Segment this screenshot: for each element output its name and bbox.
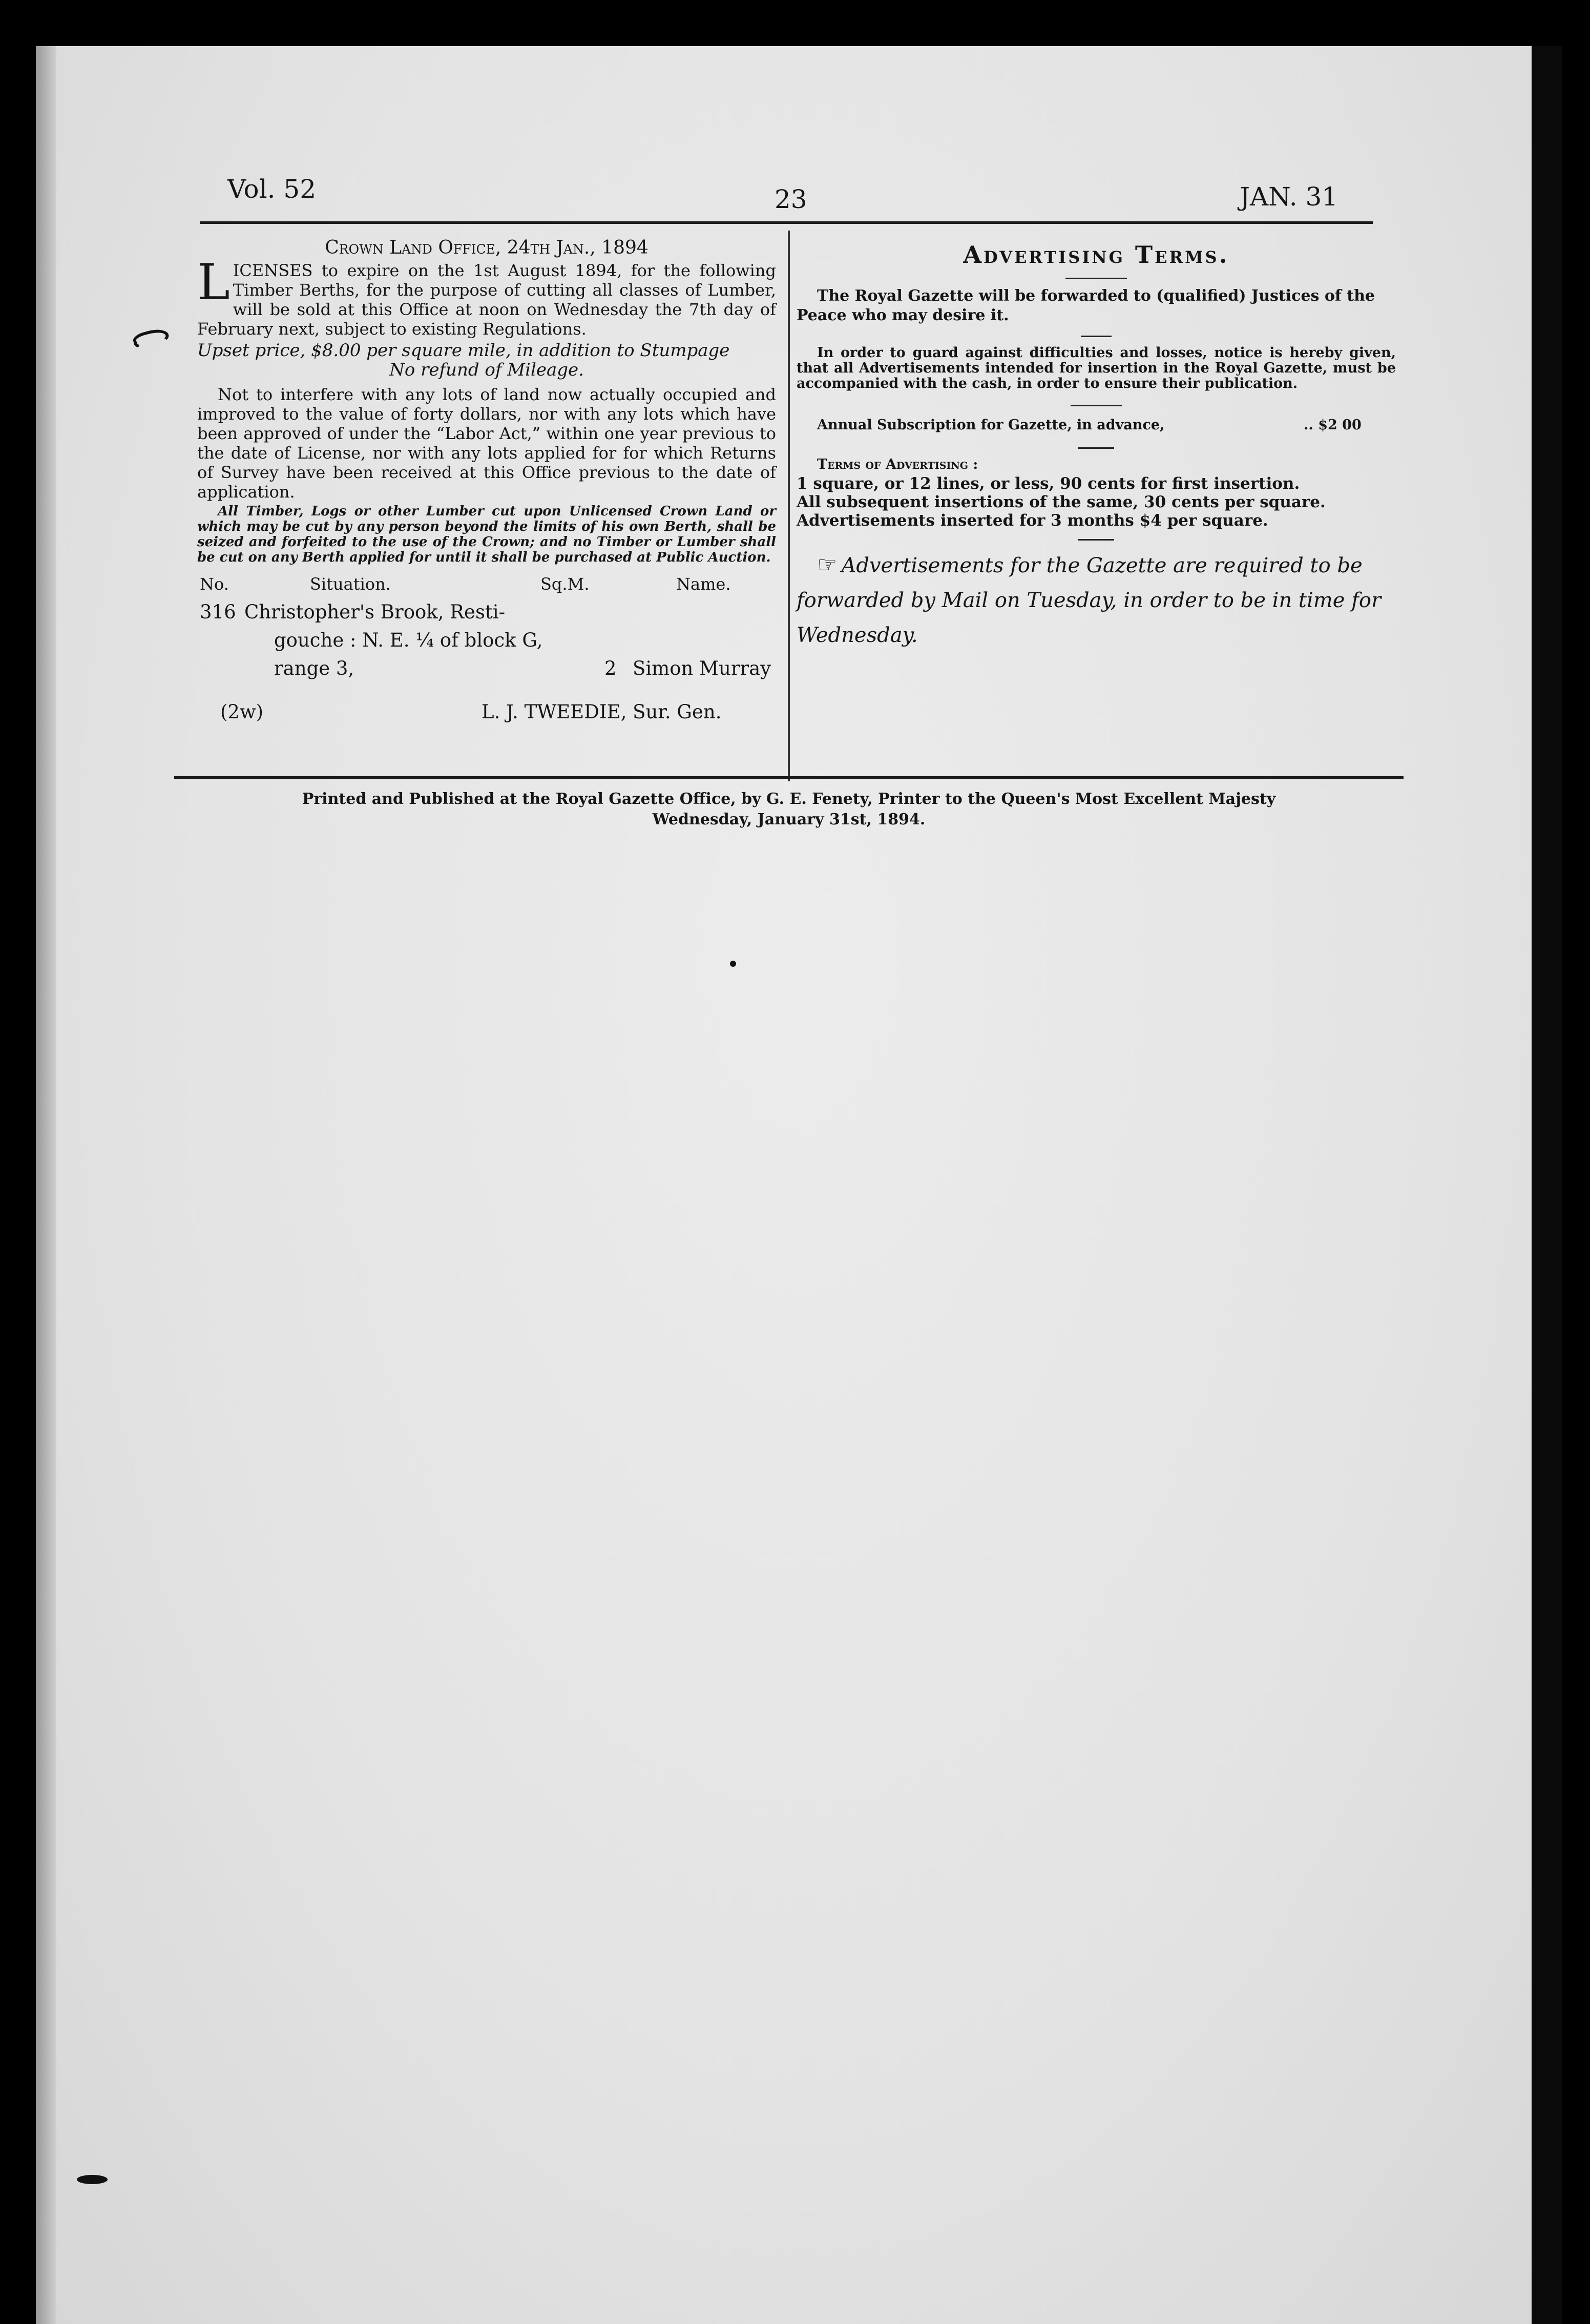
- imprint-rule: [174, 776, 1404, 779]
- pointing-hand-icon: ☞: [817, 552, 838, 578]
- title-rule: [1065, 278, 1127, 279]
- upset-price: Upset price, $8.00 per square mile, in addition to Stumpage: [197, 340, 730, 361]
- timber-berth-table: [197, 574, 776, 708]
- mail-notice: [797, 548, 1396, 653]
- page-spine-shadow: [36, 46, 56, 2324]
- terms-three-months: Advertisements inserted for 3 months $4 per square.: [797, 511, 1268, 530]
- separator-rule-4: [1078, 539, 1114, 541]
- notice-footer: [197, 702, 776, 728]
- notice-paragraph-timber: All Timber, Logs or other Lumber cut upon Unlicensed Crown Land or which may be cut by any person beyond the limits of his own Berth, shall be seized and forfeited to the use of the Crown; and no Timber or Lumber shall be cut on any Berth applied for until it shall be purchased at Public Auction.: [197, 504, 776, 565]
- subscription-label: Annual Subscription for Gazette, in advance,: [817, 417, 1165, 433]
- table-header-name: Name.: [676, 574, 731, 594]
- subscription-line: [797, 418, 1396, 438]
- table-row-no: 316: [200, 601, 236, 623]
- separator-rule-1: [1081, 336, 1112, 337]
- separator-rule-3: [1078, 447, 1114, 449]
- margin-ink-blot: [77, 2175, 108, 2184]
- terms-first-insertion: 1 square, or 12 lines, or less, 90 cents for first insertion.: [797, 474, 1300, 493]
- insertion-count: (2w): [220, 701, 264, 723]
- table-header-sqm: Sq.M.: [540, 574, 590, 594]
- imprint-date-line: Wednesday, January 31st, 1894.: [652, 811, 926, 828]
- volume-label: Vol. 52: [227, 174, 317, 204]
- header-rule: [200, 221, 1373, 224]
- notice-paragraph-licenses: [197, 254, 776, 339]
- no-refund-mileage: No refund of Mileage.: [389, 360, 584, 380]
- payment-notice-text: In order to guard against difficulties and losses, notice is hereby given, that all Advertisements intended for insertion in the Royal Gazette, must be accompanied with the cash, in order to ensure their publication.: [797, 345, 1396, 391]
- margin-pencil-mark: [132, 326, 171, 351]
- imprint: [174, 789, 1404, 830]
- table-header-no: No.: [200, 574, 229, 594]
- table-row-situation-2: gouche : N. E. ¼ of block G,: [274, 629, 543, 651]
- table-row-situation-1: Christopher's Brook, Resti-: [244, 601, 506, 623]
- terms-heading: Terms of Advertising :: [817, 457, 978, 472]
- imprint-publisher-line: Printed and Published at the Royal Gazette Office, by G. E. Fenety, Printer to the Queen's Most Excellent Majesty: [302, 790, 1276, 808]
- licenses-text: ICENSES to expire on the 1st August 1894, for the following Timber Berths, for the purpose of cutting all classes of Lumber, will be sold at this Office at noon on Wednesday the 7th day of February next, subject to existing Regulations.: [197, 261, 776, 339]
- table-header-situation: Situation.: [310, 574, 391, 594]
- gazette-page: [36, 46, 1562, 2324]
- advertising-terms: [797, 241, 1396, 653]
- table-row-situation-3: range 3,: [274, 657, 354, 679]
- advertising-title: Advertising Terms.: [963, 241, 1229, 268]
- scan-border-right: [1532, 46, 1562, 2324]
- table-row-sqm: 2: [604, 657, 617, 679]
- separator-rule-2: [1071, 405, 1122, 406]
- page-number: 23: [775, 184, 807, 214]
- notice-paragraph-lots: Not to interfere with any lots of land now actually occupied and improved to the value of forty dollars, nor with any lots which have been approved of under the “Labor Act,” within one year previous to the date of License, nor with any lots applied for for which Returns of Survey have been received at this Office previous to the date of application.: [197, 385, 776, 502]
- ink-speck: [730, 961, 736, 967]
- column-divider: [788, 231, 790, 781]
- notice-heading: Crown Land Office, 24th Jan., 1894: [325, 237, 648, 258]
- subscription-price: .. $2 00: [1304, 417, 1362, 433]
- drop-cap: L: [197, 254, 230, 311]
- crown-land-notice: [197, 238, 776, 728]
- table-row-name: Simon Murray: [633, 657, 771, 679]
- gazette-forwarding-text: The Royal Gazette will be forwarded to (qualified) Justices of the Peace who may desire it.: [797, 287, 1375, 324]
- issue-date: JAN. 31: [1240, 182, 1338, 212]
- terms-subsequent-insertions: All subsequent insertions of the same, 30 cents per square.: [797, 493, 1326, 511]
- surveyor-general-signature: L. J. TWEEDIE, Sur. Gen.: [482, 701, 722, 723]
- mail-notice-text: Advertisements for the Gazette are required to be forwarded by Mail on Tuesday, in order to be in time for Wednesday.: [797, 554, 1382, 647]
